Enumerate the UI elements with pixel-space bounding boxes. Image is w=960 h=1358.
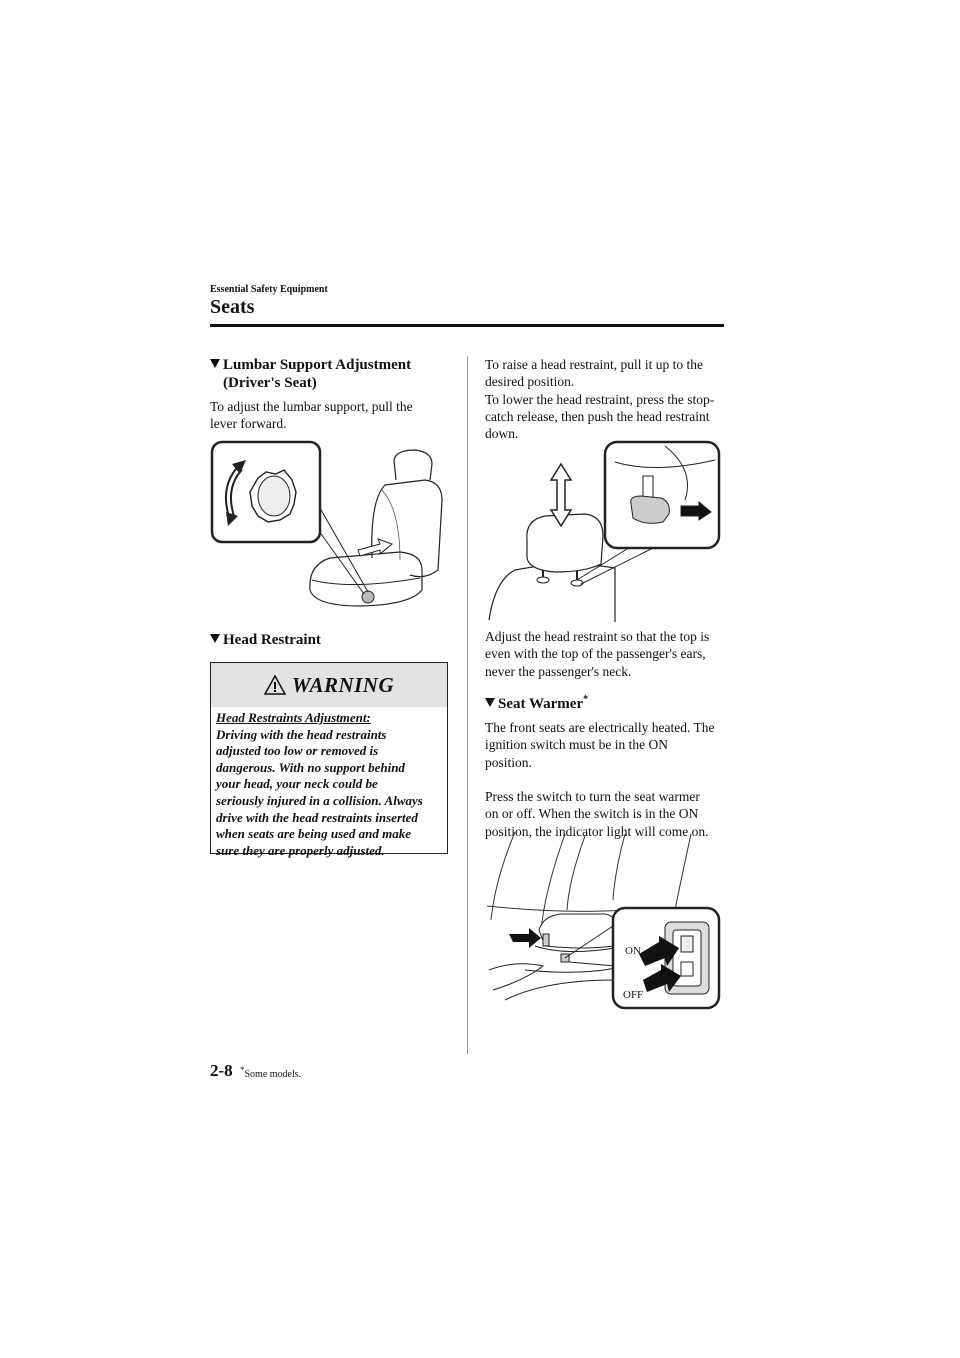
warning-line: seriously injured in a collision. Always <box>216 792 423 808</box>
section-label: Essential Safety Equipment <box>210 284 328 295</box>
on-label: ON <box>625 945 641 957</box>
seat-warmer-heading: Seat Warmer* <box>485 691 588 713</box>
adjust-text: Adjust the head restraint so that the top is even with the top of the passenger's ears, never the passenger's neck. <box>485 629 710 679</box>
warning-line: when seats are being used and make <box>216 826 412 842</box>
lumbar-text: To adjust the lumbar support, pull the lever forward. <box>210 399 413 432</box>
warning-triangle-icon <box>264 675 286 695</box>
lumbar-heading: Lumbar Support Adjustment (Driver's Seat) <box>210 356 411 392</box>
lumbar-support-illustration <box>210 440 458 610</box>
head-restraint-illustration <box>485 440 723 622</box>
warning-line: dangerous. With no support behind <box>216 759 405 775</box>
warning-line: adjusted too low or removed is <box>216 743 379 759</box>
page-number: 2-8 <box>210 1061 233 1080</box>
page-title: Seats <box>210 296 255 318</box>
warning-line: sure they are properly adjusted. <box>216 842 385 858</box>
warning-subtitle: Head Restraints Adjustment: <box>216 710 371 725</box>
warning-line: drive with the head restraints inserted <box>216 809 418 825</box>
warning-line: your head, your neck could be <box>216 776 378 792</box>
warning-box <box>210 662 448 858</box>
warmer-text-1: The front seats are electrically heated. The ignition switch must be in the ON position. <box>485 720 715 770</box>
seat-warmer-illustration <box>485 830 723 1012</box>
warning-title: WARNING <box>291 672 395 697</box>
warning-header <box>211 663 447 707</box>
raise-lower-text: To raise a head restraint, pull it up to the desired position. To lower the head restraint, press the stop- catch release, then push the head restraint down. <box>485 357 715 442</box>
triangle-bullet-icon <box>210 634 220 643</box>
column-divider <box>467 356 468 1054</box>
head-restraint-heading: Head Restraint <box>210 631 321 649</box>
off-label: OFF <box>623 989 644 1001</box>
warning-body <box>216 710 446 859</box>
warmer-text-2: Press the switch to turn the seat warmer on or off. When the switch is in the ON position, the indicator light will come on. <box>485 789 709 839</box>
footnote: *Some models. <box>240 1065 302 1080</box>
triangle-bullet-icon <box>485 698 495 707</box>
triangle-bullet-icon <box>210 359 220 368</box>
warning-line: Driving with the head restraints <box>216 726 387 742</box>
title-rule <box>210 324 724 327</box>
